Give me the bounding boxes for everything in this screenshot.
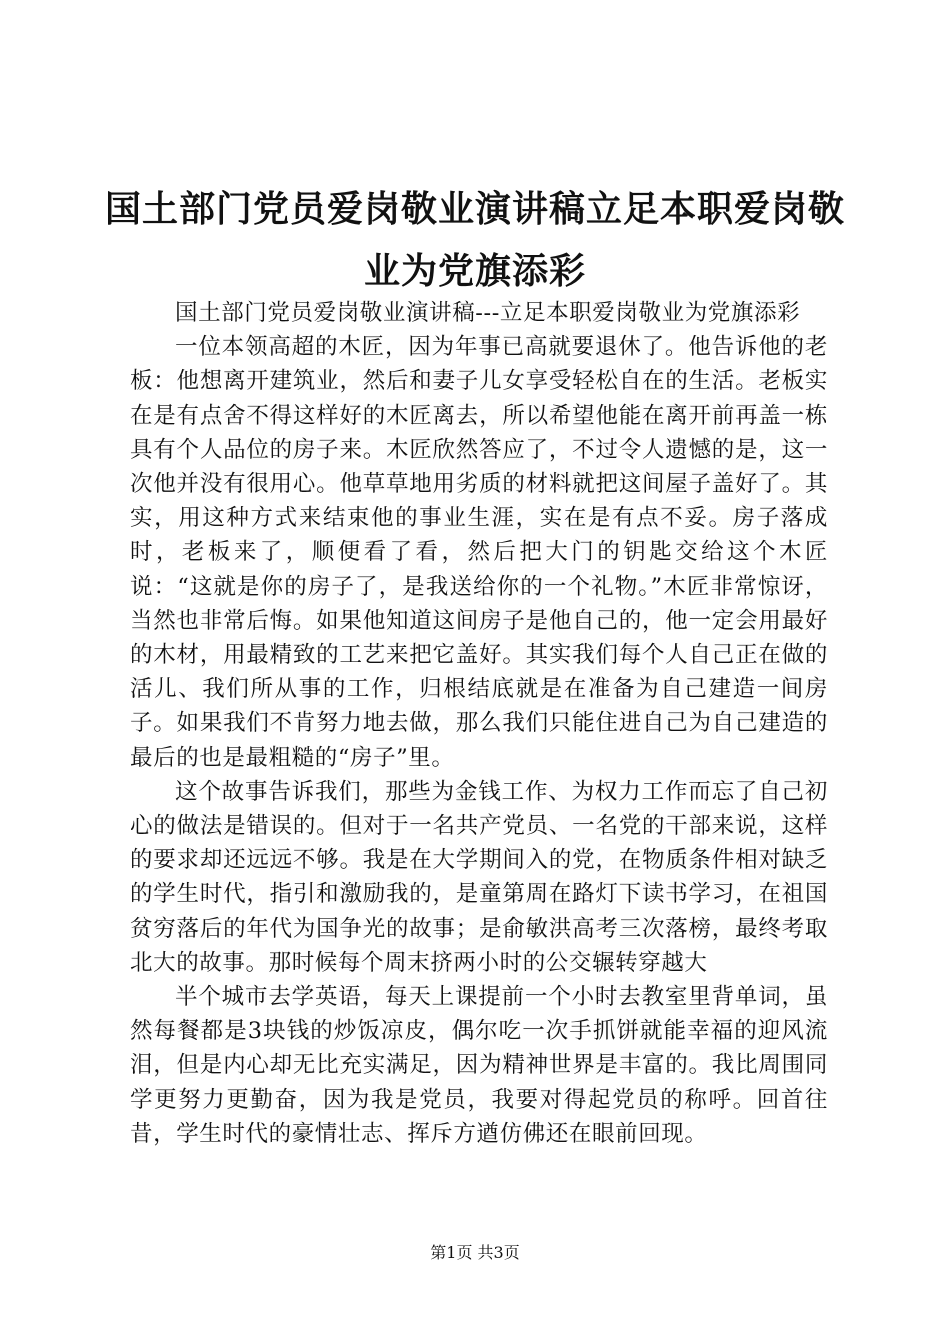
paragraph: 一位本领高超的木匠，因为年事已高就要退休了。他告诉他的老板：他想离开建筑业，然后和妻子儿女享受轻松自在的生活。老板实在是有点舍不得这样好的木匠离去，所以希望他能在离开前再盖一栋具有个人品位的房子来。木匠欣然答应了，不过令人遗憾的是，这一次他并没有很用心。他草草地用劣质的材料就把这间屋子盖好了。其实，用这种方式来结束他的事业生涯，实在是有点不妥。房子落成时，老板来了，顺便看了看，然后把大门的钥匙交给这个木匠说：“这就是你的房子了，是我送给你的一个礼物。”木匠非常惊讶，当然也非常后悔。如果他知道这间房子是他自己的，他一定会用最好的木材，用最精致的工艺来把它盖好。其实我们每个人自己正在做的活儿、我们所从事的工作，归根结底就是在准备为自己建造一间房子。如果我们不肯努力地去做，那么我们只能住进自己为自己建造的最后的也是最粗糙的“房子”里。 [130, 334, 828, 771]
paragraph: 半个城市去学英语，每天上课提前一个小时去教室里背单词，虽然每餐都是3块钱的炒饭凉皮，偶尔吃一次手抓饼就能幸福的迎风流泪，但是内心却无比充实满足，因为精神世界是丰富的。我比周围同学更努力更勤奋，因为我是党员，我要对得起党员的称呼。回首往昔，学生时代的豪情壮志、挥斥方遒仿佛还在眼前回现。 [130, 984, 828, 1147]
document-body [130, 296, 828, 1151]
page-footer: 第1页 共3页 [430, 1243, 520, 1262]
document-title: 国土部门党员爱岗敬业演讲稿立足本职爱岗敬业为党旗添彩 [104, 188, 845, 292]
paragraph: 这个故事告诉我们，那些为金钱工作、为权力工作而忘了自己初心的做法是错误的。但对于一名共产党员、一名党的干部来说，这样的要求却还远远不够。我是在大学期间入的党，在物质条件相对缺乏的学生时代，指引和激励我的，是童第周在路灯下读书学习，在祖国贫穷落后的年代为国争光的故事；是俞敏洪高考三次落榜，最终考取北大的故事。那时候每个周末挤两小时的公交辗转穿越大 [130, 778, 828, 976]
paragraph: 国土部门党员爱岗敬业演讲稿---立足本职爱岗敬业为党旗添彩 [175, 300, 801, 326]
